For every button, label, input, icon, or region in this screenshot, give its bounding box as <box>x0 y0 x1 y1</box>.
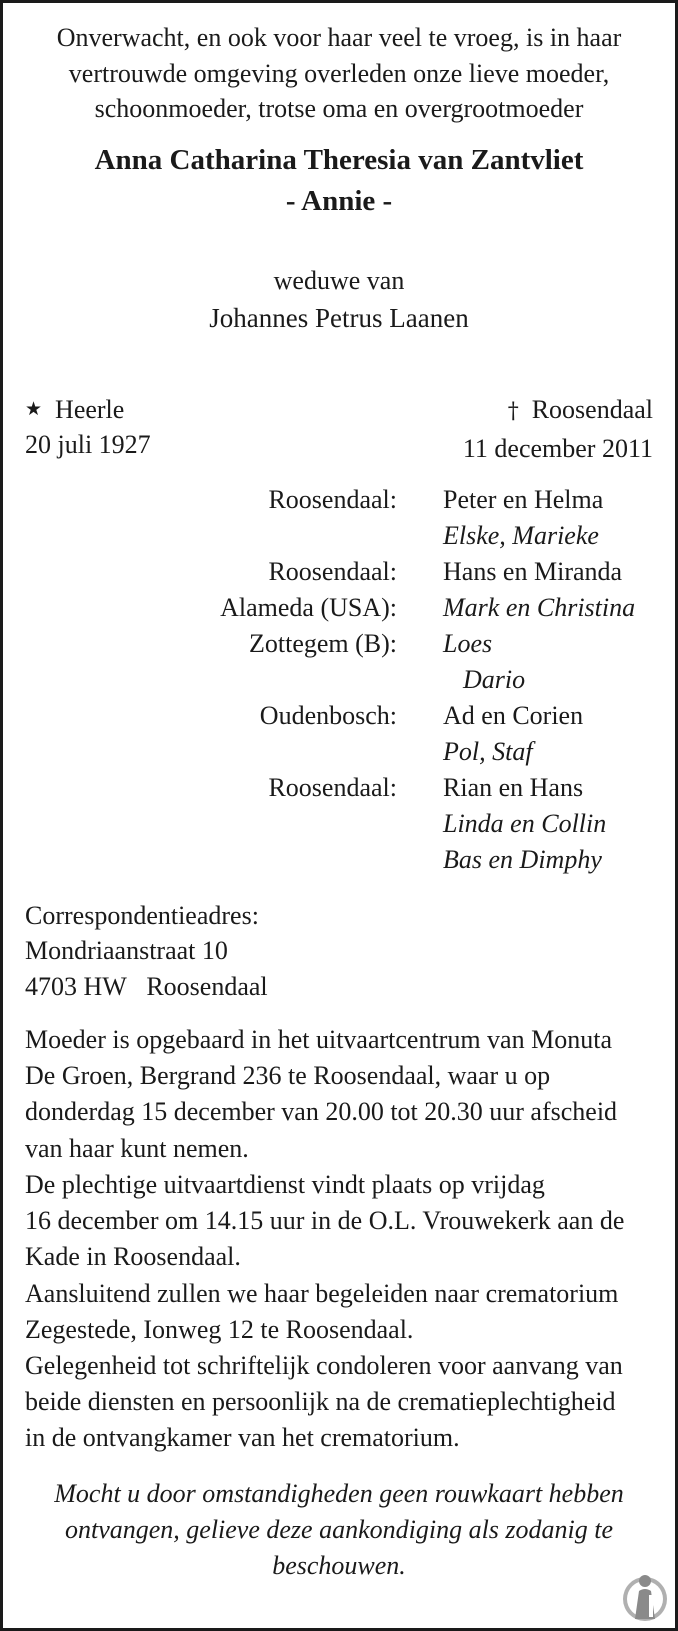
birth-place-line <box>25 397 124 423</box>
details-line: De plechtige uitvaartdienst vindt plaats op vrijdag <box>25 1170 545 1199</box>
details-line: donderdag 15 december van 20.00 tot 20.30 uur afscheid <box>25 1097 618 1126</box>
details-line: 16 december om 14.15 uur in de O.L. Vrouwekerk aan de <box>25 1206 625 1235</box>
details-line: van haar kunt nemen. <box>25 1134 249 1163</box>
details-line: in de ontvangkamer van het crematorium. <box>25 1423 460 1452</box>
family-name: Rian en Hans <box>443 773 584 802</box>
family-name: Ad en Corien <box>443 701 584 730</box>
address-label: Correspondentieadres: <box>25 901 259 930</box>
family-name: Mark en Christina <box>443 593 636 622</box>
details-line: Aansluitend zullen we haar begeleiden naar crematorium <box>25 1279 619 1308</box>
spouse-name: Johannes Petrus Laanen <box>209 303 469 333</box>
family-place: Alameda (USA): <box>220 593 397 622</box>
intro-line-3: schoonmoeder, trotse oma en overgrootmoeder <box>94 94 584 123</box>
address-city-line <box>25 974 268 1000</box>
death-place-line <box>508 397 653 423</box>
family-grandchildren: Pol, Staf <box>443 737 533 766</box>
details-line: Kade in Roosendaal. <box>25 1242 241 1271</box>
cross-icon: † <box>507 399 519 424</box>
family-place: Oudenbosch: <box>259 701 397 730</box>
family-grandchildren: Linda en Collin <box>443 809 607 838</box>
intro-line-2: vertrouwde omgeving overleden onze lieve moeder, <box>68 59 610 88</box>
birth-date: 20 juli 1927 <box>25 430 151 459</box>
family-place: Zottegem (B): <box>248 629 397 658</box>
closing-line-1: Mocht u door omstandigheden geen rouwkaart hebben <box>54 1479 624 1508</box>
star-icon: ★ <box>25 398 43 420</box>
deceased-nickname: - Annie - <box>285 185 393 217</box>
intro-line-1: Onverwacht, en ook voor haar veel te vroeg, is in haar <box>56 23 622 52</box>
address-city: Roosendaal <box>146 972 268 1001</box>
family-name: Peter en Helma <box>443 485 604 514</box>
closing-line-2: ontvangen, gelieve deze aankondiging als zodanig te <box>64 1515 614 1544</box>
death-place: Roosendaal <box>531 395 653 424</box>
details-line: De Groen, Bergrand 236 te Roosendaal, waar u op <box>25 1061 551 1090</box>
family-grandchildren: Dario <box>463 665 526 694</box>
details-line: Moeder is opgebaard in het uitvaartcentrum van Monuta <box>25 1025 612 1054</box>
family-name: Hans en Miranda <box>443 557 623 586</box>
deceased-name: Anna Catharina Theresia van Zantvliet <box>94 144 584 176</box>
family-grandchildren: Bas en Dimphy <box>443 845 602 874</box>
family-place: Roosendaal: <box>268 773 397 802</box>
details-line: Zegestede, Ionweg 12 te Roosendaal. <box>25 1315 414 1344</box>
closing-line-3: beschouwen. <box>272 1551 406 1580</box>
details-line: Gelegenheid tot schriftelijk condoleren voor aanvang van <box>25 1351 623 1380</box>
address-postal-code: 4703 HW <box>25 972 127 1001</box>
memorial-figure-icon <box>621 1571 669 1623</box>
address-street: Mondriaanstraat 10 <box>25 936 228 965</box>
family-place: Roosendaal: <box>268 485 397 514</box>
details-line: beide diensten en persoonlijk na de crematieplechtigheid <box>25 1387 616 1416</box>
widow-label: weduwe van <box>273 266 405 295</box>
birth-place: Heerle <box>55 395 125 424</box>
family-grandchildren: Elske, Marieke <box>443 521 599 550</box>
family-name: Loes <box>443 629 493 658</box>
death-date: 11 december 2011 <box>462 434 653 463</box>
family-place: Roosendaal: <box>268 557 397 586</box>
